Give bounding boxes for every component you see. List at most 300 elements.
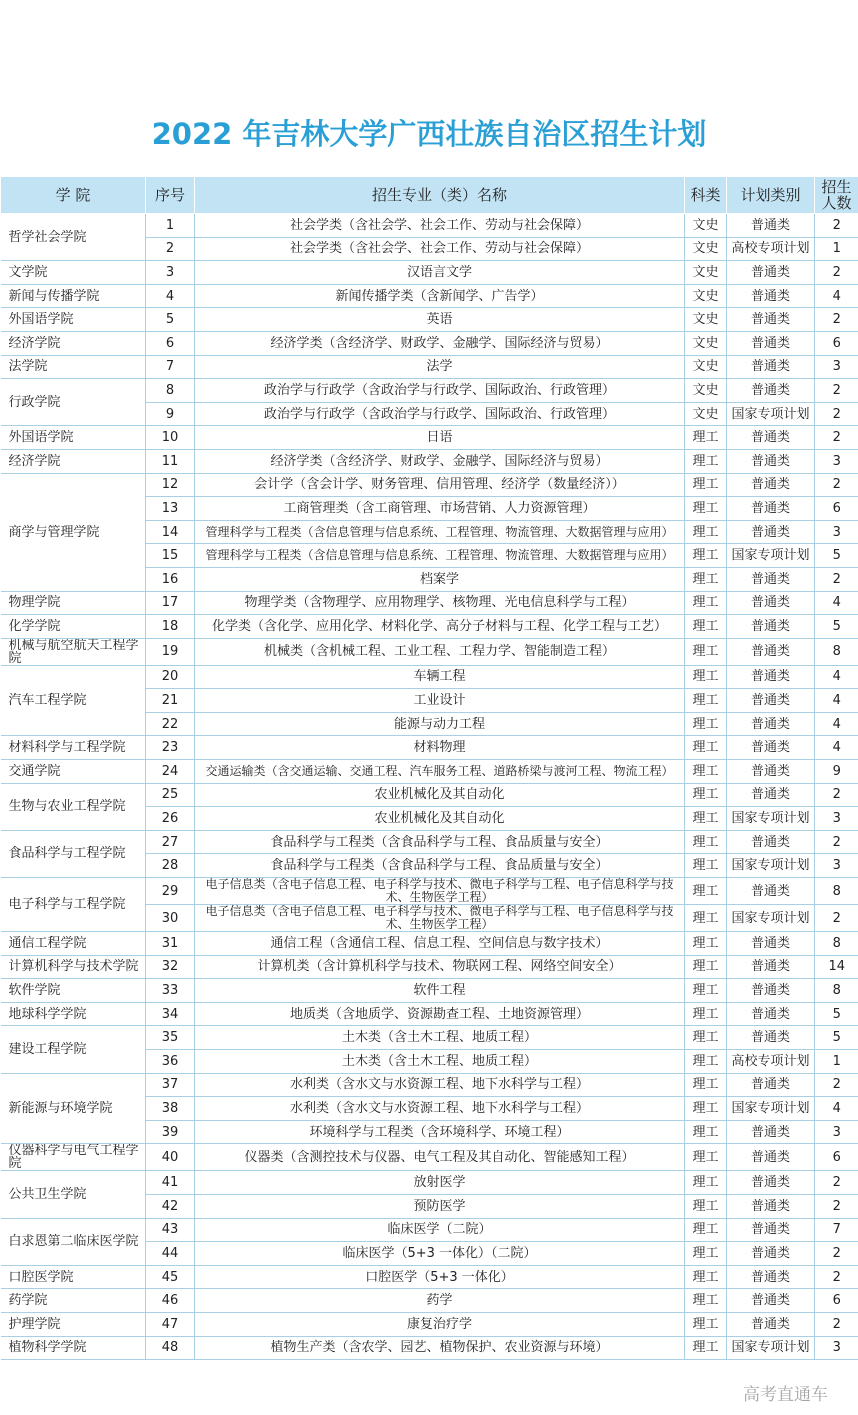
count-cell: 3 [815, 854, 858, 878]
seq-cell: 12 [146, 473, 195, 497]
seq-cell: 8 [146, 379, 195, 403]
college-cell: 计算机科学与技术学院 [1, 955, 146, 979]
seq-cell: 31 [146, 932, 195, 956]
plan-type-cell: 普通类 [727, 308, 815, 332]
plan-type-cell: 国家专项计划 [727, 1097, 815, 1121]
major-cell: 英语 [195, 308, 685, 332]
subject-cell: 理工 [685, 1242, 727, 1266]
subject-cell: 理工 [685, 1026, 727, 1050]
college-cell: 文学院 [1, 261, 146, 285]
count-cell: 2 [815, 1073, 858, 1097]
seq-cell: 44 [146, 1242, 195, 1266]
plan-type-cell: 普通类 [727, 355, 815, 379]
college-cell: 建设工程学院 [1, 1026, 146, 1073]
major-cell: 农业机械化及其自动化 [195, 807, 685, 831]
major-cell: 临床医学（5+3 一体化）（二院） [195, 1242, 685, 1266]
seq-cell: 23 [146, 736, 195, 760]
plan-type-cell: 普通类 [727, 932, 815, 956]
table-row [1, 1312, 858, 1336]
seq-cell: 7 [146, 355, 195, 379]
college-cell: 物理学院 [1, 591, 146, 615]
table-row [1, 355, 858, 379]
count-cell: 2 [815, 379, 858, 403]
table-row [1, 284, 858, 308]
seq-cell: 14 [146, 520, 195, 544]
major-cell: 管理科学与工程类（含信息管理与信息系统、工程管理、物流管理、大数据管理与应用） [195, 544, 685, 568]
count-cell: 2 [815, 1265, 858, 1289]
count-cell: 2 [815, 1312, 858, 1336]
subject-cell: 理工 [685, 497, 727, 521]
seq-cell: 1 [146, 214, 195, 238]
subject-cell: 理工 [685, 567, 727, 591]
subject-cell: 理工 [685, 1218, 727, 1242]
seq-cell: 11 [146, 449, 195, 473]
table-row [1, 1002, 858, 1026]
seq-cell: 41 [146, 1171, 195, 1195]
seq-cell: 6 [146, 331, 195, 355]
count-cell: 14 [815, 955, 858, 979]
major-cell: 物理学类（含物理学、应用物理学、核物理、光电信息科学与工程） [195, 591, 685, 615]
college-cell: 哲学社会学院 [1, 214, 146, 261]
college-cell: 口腔医学院 [1, 1265, 146, 1289]
major-cell: 仪器类（含测控技术与仪器、电气工程及其自动化、智能感知工程） [195, 1144, 685, 1171]
table-row [1, 308, 858, 332]
seq-cell: 37 [146, 1073, 195, 1097]
count-cell: 2 [815, 261, 858, 285]
major-cell: 水利类（含水文与水资源工程、地下水科学与工程） [195, 1073, 685, 1097]
seq-cell: 24 [146, 760, 195, 784]
major-cell: 经济学类（含经济学、财政学、金融学、国际经济与贸易） [195, 449, 685, 473]
major-cell: 社会学类（含社会学、社会工作、劳动与社会保障） [195, 237, 685, 261]
seq-cell: 22 [146, 712, 195, 736]
college-cell: 公共卫生学院 [1, 1171, 146, 1218]
major-cell: 放射医学 [195, 1171, 685, 1195]
subject-cell: 理工 [685, 979, 727, 1003]
seq-cell: 33 [146, 979, 195, 1003]
seq-cell: 20 [146, 665, 195, 689]
subject-cell: 理工 [685, 760, 727, 784]
plan-type-cell: 普通类 [727, 473, 815, 497]
table-row [1, 1265, 858, 1289]
seq-cell: 38 [146, 1097, 195, 1121]
header-subject: 科类 [685, 177, 727, 214]
college-cell: 机械与航空航天工程学院 [1, 638, 146, 665]
seq-cell: 17 [146, 591, 195, 615]
count-cell: 5 [815, 1026, 858, 1050]
plan-type-cell: 国家专项计划 [727, 544, 815, 568]
plan-type-cell: 普通类 [727, 955, 815, 979]
major-cell: 社会学类（含社会学、社会工作、劳动与社会保障） [195, 214, 685, 238]
subject-cell: 理工 [685, 905, 727, 932]
seq-cell: 18 [146, 615, 195, 639]
plan-type-cell: 国家专项计划 [727, 402, 815, 426]
count-cell: 4 [815, 284, 858, 308]
major-cell: 法学 [195, 355, 685, 379]
major-cell: 食品科学与工程类（含食品科学与工程、食品质量与安全） [195, 854, 685, 878]
plan-type-cell: 普通类 [727, 1171, 815, 1195]
table-row [1, 473, 858, 497]
major-cell: 车辆工程 [195, 665, 685, 689]
major-cell: 水利类（含水文与水资源工程、地下水科学与工程） [195, 1097, 685, 1121]
major-cell: 软件工程 [195, 979, 685, 1003]
seq-cell: 13 [146, 497, 195, 521]
plan-type-cell: 普通类 [727, 449, 815, 473]
subject-cell: 理工 [685, 783, 727, 807]
major-cell: 农业机械化及其自动化 [195, 783, 685, 807]
major-cell: 通信工程（含通信工程、信息工程、空间信息与数字技术） [195, 932, 685, 956]
subject-cell: 理工 [685, 1312, 727, 1336]
count-cell: 3 [815, 520, 858, 544]
seq-cell: 25 [146, 783, 195, 807]
seq-cell: 43 [146, 1218, 195, 1242]
plan-type-cell: 高校专项计划 [727, 237, 815, 261]
subject-cell: 理工 [685, 1336, 727, 1360]
plan-type-cell: 普通类 [727, 638, 815, 665]
major-cell: 政治学与行政学（含政治学与行政学、国际政治、行政管理） [195, 402, 685, 426]
count-cell: 4 [815, 591, 858, 615]
plan-type-cell: 普通类 [727, 426, 815, 450]
major-cell: 材料物理 [195, 736, 685, 760]
plan-type-cell: 国家专项计划 [727, 905, 815, 932]
plan-type-cell: 普通类 [727, 331, 815, 355]
major-cell: 日语 [195, 426, 685, 450]
table-row [1, 1026, 858, 1050]
table-row [1, 1336, 858, 1360]
table-row [1, 878, 858, 905]
table-row [1, 1171, 858, 1195]
subject-cell: 理工 [685, 932, 727, 956]
plan-type-cell: 普通类 [727, 712, 815, 736]
seq-cell: 3 [146, 261, 195, 285]
subject-cell: 理工 [685, 520, 727, 544]
major-cell: 新闻传播学类（含新闻学、广告学） [195, 284, 685, 308]
header-plan-type: 计划类别 [727, 177, 815, 214]
college-cell: 通信工程学院 [1, 932, 146, 956]
major-cell: 地质类（含地质学、资源勘查工程、土地资源管理） [195, 1002, 685, 1026]
major-cell: 会计学（含会计学、财务管理、信用管理、经济学（数量经济）） [195, 473, 685, 497]
header-college: 学 院 [1, 177, 146, 214]
subject-cell: 理工 [685, 1265, 727, 1289]
table-row [1, 331, 858, 355]
major-cell: 药学 [195, 1289, 685, 1313]
plan-type-cell: 普通类 [727, 783, 815, 807]
subject-cell: 文史 [685, 284, 727, 308]
seq-cell: 34 [146, 1002, 195, 1026]
seq-cell: 2 [146, 237, 195, 261]
subject-cell: 理工 [685, 955, 727, 979]
count-cell: 4 [815, 665, 858, 689]
table-header-row [1, 177, 858, 214]
count-cell: 3 [815, 1120, 858, 1144]
plan-type-cell: 普通类 [727, 979, 815, 1003]
subject-cell: 理工 [685, 1073, 727, 1097]
college-cell: 行政学院 [1, 379, 146, 426]
table-row [1, 426, 858, 450]
header-major: 招生专业（类）名称 [195, 177, 685, 214]
count-cell: 8 [815, 638, 858, 665]
college-cell: 白求恩第二临床医学院 [1, 1218, 146, 1265]
table-row [1, 1218, 858, 1242]
plan-type-cell: 高校专项计划 [727, 1050, 815, 1074]
major-cell: 工商管理类（含工商管理、市场营销、人力资源管理） [195, 497, 685, 521]
table-row [1, 932, 858, 956]
watermark: 高考直通车 [743, 1385, 828, 1405]
college-cell: 药学院 [1, 1289, 146, 1313]
plan-type-cell: 普通类 [727, 214, 815, 238]
header-seq: 序号 [146, 177, 195, 214]
subject-cell: 理工 [685, 1171, 727, 1195]
subject-cell: 理工 [685, 1194, 727, 1218]
college-cell: 地球科学学院 [1, 1002, 146, 1026]
table-row [1, 379, 858, 403]
subject-cell: 文史 [685, 379, 727, 403]
plan-type-cell: 普通类 [727, 567, 815, 591]
page-title: 2022 年吉林大学广西壮族自治区招生计划 [151, 117, 707, 151]
subject-cell: 理工 [685, 615, 727, 639]
plan-type-cell: 国家专项计划 [727, 1336, 815, 1360]
count-cell: 2 [815, 473, 858, 497]
college-cell: 经济学院 [1, 449, 146, 473]
major-cell: 化学类（含化学、应用化学、材料化学、高分子材料与工程、化学工程与工艺） [195, 615, 685, 639]
major-cell: 口腔医学（5+3 一体化） [195, 1265, 685, 1289]
major-cell: 环境科学与工程类（含环境科学、环境工程） [195, 1120, 685, 1144]
subject-cell: 理工 [685, 1097, 727, 1121]
college-cell: 电子科学与工程学院 [1, 878, 146, 932]
plan-type-cell: 国家专项计划 [727, 807, 815, 831]
major-cell: 植物生产类（含农学、园艺、植物保护、农业资源与环境） [195, 1336, 685, 1360]
plan-type-cell: 普通类 [727, 878, 815, 905]
header-count: 招生人数 [815, 177, 858, 214]
seq-cell: 40 [146, 1144, 195, 1171]
count-cell: 6 [815, 1289, 858, 1313]
college-cell: 新闻与传播学院 [1, 284, 146, 308]
college-cell: 植物科学学院 [1, 1336, 146, 1360]
major-cell: 交通运输类（含交通运输、交通工程、汽车服务工程、道路桥梁与渡河工程、物流工程） [195, 760, 685, 784]
subject-cell: 理工 [685, 449, 727, 473]
plan-type-cell: 普通类 [727, 1242, 815, 1266]
seq-cell: 47 [146, 1312, 195, 1336]
subject-cell: 理工 [685, 689, 727, 713]
count-cell: 6 [815, 1144, 858, 1171]
count-cell: 2 [815, 1242, 858, 1266]
count-cell: 5 [815, 615, 858, 639]
college-cell: 食品科学与工程学院 [1, 830, 146, 877]
college-cell: 生物与农业工程学院 [1, 783, 146, 830]
college-cell: 商学与管理学院 [1, 473, 146, 591]
college-cell: 护理学院 [1, 1312, 146, 1336]
subject-cell: 理工 [685, 830, 727, 854]
count-cell: 2 [815, 426, 858, 450]
plan-type-cell: 普通类 [727, 1265, 815, 1289]
table-row [1, 979, 858, 1003]
table-row [1, 214, 858, 238]
subject-cell: 理工 [685, 736, 727, 760]
plan-type-cell: 普通类 [727, 830, 815, 854]
major-cell: 计算机类（含计算机科学与技术、物联网工程、网络空间安全） [195, 955, 685, 979]
plan-type-cell: 普通类 [727, 1026, 815, 1050]
college-cell: 外国语学院 [1, 426, 146, 450]
seq-cell: 42 [146, 1194, 195, 1218]
subject-cell: 理工 [685, 544, 727, 568]
subject-cell: 理工 [685, 878, 727, 905]
seq-cell: 15 [146, 544, 195, 568]
plan-type-cell: 普通类 [727, 689, 815, 713]
subject-cell: 理工 [685, 638, 727, 665]
table-row [1, 955, 858, 979]
seq-cell: 28 [146, 854, 195, 878]
college-cell: 新能源与环境学院 [1, 1073, 146, 1144]
seq-cell: 4 [146, 284, 195, 308]
count-cell: 4 [815, 1097, 858, 1121]
college-cell: 法学院 [1, 355, 146, 379]
seq-cell: 45 [146, 1265, 195, 1289]
major-cell: 管理科学与工程类（含信息管理与信息系统、工程管理、物流管理、大数据管理与应用） [195, 520, 685, 544]
major-cell: 能源与动力工程 [195, 712, 685, 736]
plan-type-cell: 普通类 [727, 520, 815, 544]
major-cell: 土木类（含土木工程、地质工程） [195, 1026, 685, 1050]
subject-cell: 理工 [685, 712, 727, 736]
seq-cell: 21 [146, 689, 195, 713]
count-cell: 5 [815, 544, 858, 568]
count-cell: 4 [815, 712, 858, 736]
count-cell: 6 [815, 497, 858, 521]
major-cell: 工业设计 [195, 689, 685, 713]
count-cell: 3 [815, 355, 858, 379]
seq-cell: 30 [146, 905, 195, 932]
seq-cell: 32 [146, 955, 195, 979]
college-cell: 外国语学院 [1, 308, 146, 332]
seq-cell: 36 [146, 1050, 195, 1074]
major-cell: 档案学 [195, 567, 685, 591]
table-row [1, 1144, 858, 1171]
major-cell: 电子信息类（含电子信息工程、电子科学与技术、微电子科学与工程、电子信息科学与技术、生物医学工程） [195, 905, 685, 932]
count-cell: 8 [815, 979, 858, 1003]
table-body [1, 214, 858, 1360]
seq-cell: 10 [146, 426, 195, 450]
subject-cell: 文史 [685, 261, 727, 285]
table-row [1, 1289, 858, 1313]
count-cell: 3 [815, 1336, 858, 1360]
plan-type-cell: 普通类 [727, 1120, 815, 1144]
plan-type-cell: 普通类 [727, 1218, 815, 1242]
count-cell: 4 [815, 736, 858, 760]
table-row [1, 638, 858, 665]
plan-type-cell: 普通类 [727, 665, 815, 689]
count-cell: 2 [815, 402, 858, 426]
major-cell: 土木类（含土木工程、地质工程） [195, 1050, 685, 1074]
major-cell: 电子信息类（含电子信息工程、电子科学与技术、微电子科学与工程、电子信息科学与技术、生物医学工程） [195, 878, 685, 905]
count-cell: 1 [815, 237, 858, 261]
subject-cell: 理工 [685, 426, 727, 450]
subject-cell: 文史 [685, 308, 727, 332]
plan-type-cell: 普通类 [727, 497, 815, 521]
subject-cell: 理工 [685, 665, 727, 689]
table-row [1, 783, 858, 807]
seq-cell: 46 [146, 1289, 195, 1313]
count-cell: 4 [815, 689, 858, 713]
plan-type-cell: 普通类 [727, 284, 815, 308]
plan-type-cell: 普通类 [727, 615, 815, 639]
plan-type-cell: 普通类 [727, 736, 815, 760]
subject-cell: 理工 [685, 591, 727, 615]
count-cell: 5 [815, 1002, 858, 1026]
plan-type-cell: 普通类 [727, 379, 815, 403]
college-cell: 软件学院 [1, 979, 146, 1003]
table-row [1, 830, 858, 854]
subject-cell: 理工 [685, 1002, 727, 1026]
subject-cell: 理工 [685, 473, 727, 497]
seq-cell: 5 [146, 308, 195, 332]
college-cell: 经济学院 [1, 331, 146, 355]
major-cell: 经济学类（含经济学、财政学、金融学、国际经济与贸易） [195, 331, 685, 355]
table-row [1, 736, 858, 760]
seq-cell: 29 [146, 878, 195, 905]
count-cell: 3 [815, 449, 858, 473]
major-cell: 预防医学 [195, 1194, 685, 1218]
count-cell: 8 [815, 932, 858, 956]
plan-type-cell: 普通类 [727, 1312, 815, 1336]
seq-cell: 16 [146, 567, 195, 591]
college-cell: 材料科学与工程学院 [1, 736, 146, 760]
major-cell: 机械类（含机械工程、工业工程、工程力学、智能制造工程） [195, 638, 685, 665]
college-cell: 化学学院 [1, 615, 146, 639]
count-cell: 2 [815, 214, 858, 238]
subject-cell: 文史 [685, 355, 727, 379]
table-row [1, 760, 858, 784]
major-cell: 康复治疗学 [195, 1312, 685, 1336]
seq-cell: 35 [146, 1026, 195, 1050]
subject-cell: 理工 [685, 854, 727, 878]
subject-cell: 理工 [685, 1050, 727, 1074]
seq-cell: 19 [146, 638, 195, 665]
count-cell: 2 [815, 905, 858, 932]
seq-cell: 26 [146, 807, 195, 831]
plan-type-cell: 普通类 [727, 591, 815, 615]
table-row [1, 449, 858, 473]
count-cell: 2 [815, 783, 858, 807]
table-row [1, 261, 858, 285]
plan-type-cell: 国家专项计划 [727, 854, 815, 878]
count-cell: 3 [815, 807, 858, 831]
count-cell: 2 [815, 1171, 858, 1195]
subject-cell: 文史 [685, 402, 727, 426]
seq-cell: 27 [146, 830, 195, 854]
table-row [1, 665, 858, 689]
major-cell: 食品科学与工程类（含食品科学与工程、食品质量与安全） [195, 830, 685, 854]
seq-cell: 39 [146, 1120, 195, 1144]
college-cell: 仪器科学与电气工程学院 [1, 1144, 146, 1171]
count-cell: 7 [815, 1218, 858, 1242]
plan-type-cell: 普通类 [727, 1194, 815, 1218]
count-cell: 2 [815, 1194, 858, 1218]
table-row [1, 1073, 858, 1097]
table-row [1, 615, 858, 639]
subject-cell: 文史 [685, 331, 727, 355]
plan-type-cell: 普通类 [727, 1002, 815, 1026]
seq-cell: 48 [146, 1336, 195, 1360]
count-cell: 2 [815, 567, 858, 591]
subject-cell: 文史 [685, 237, 727, 261]
college-cell: 交通学院 [1, 760, 146, 784]
seq-cell: 9 [146, 402, 195, 426]
plan-type-cell: 普通类 [727, 1289, 815, 1313]
table-row [1, 591, 858, 615]
college-cell: 汽车工程学院 [1, 665, 146, 736]
admission-plan-table [0, 176, 858, 1360]
subject-cell: 文史 [685, 214, 727, 238]
plan-type-cell: 普通类 [727, 261, 815, 285]
major-cell: 汉语言文学 [195, 261, 685, 285]
